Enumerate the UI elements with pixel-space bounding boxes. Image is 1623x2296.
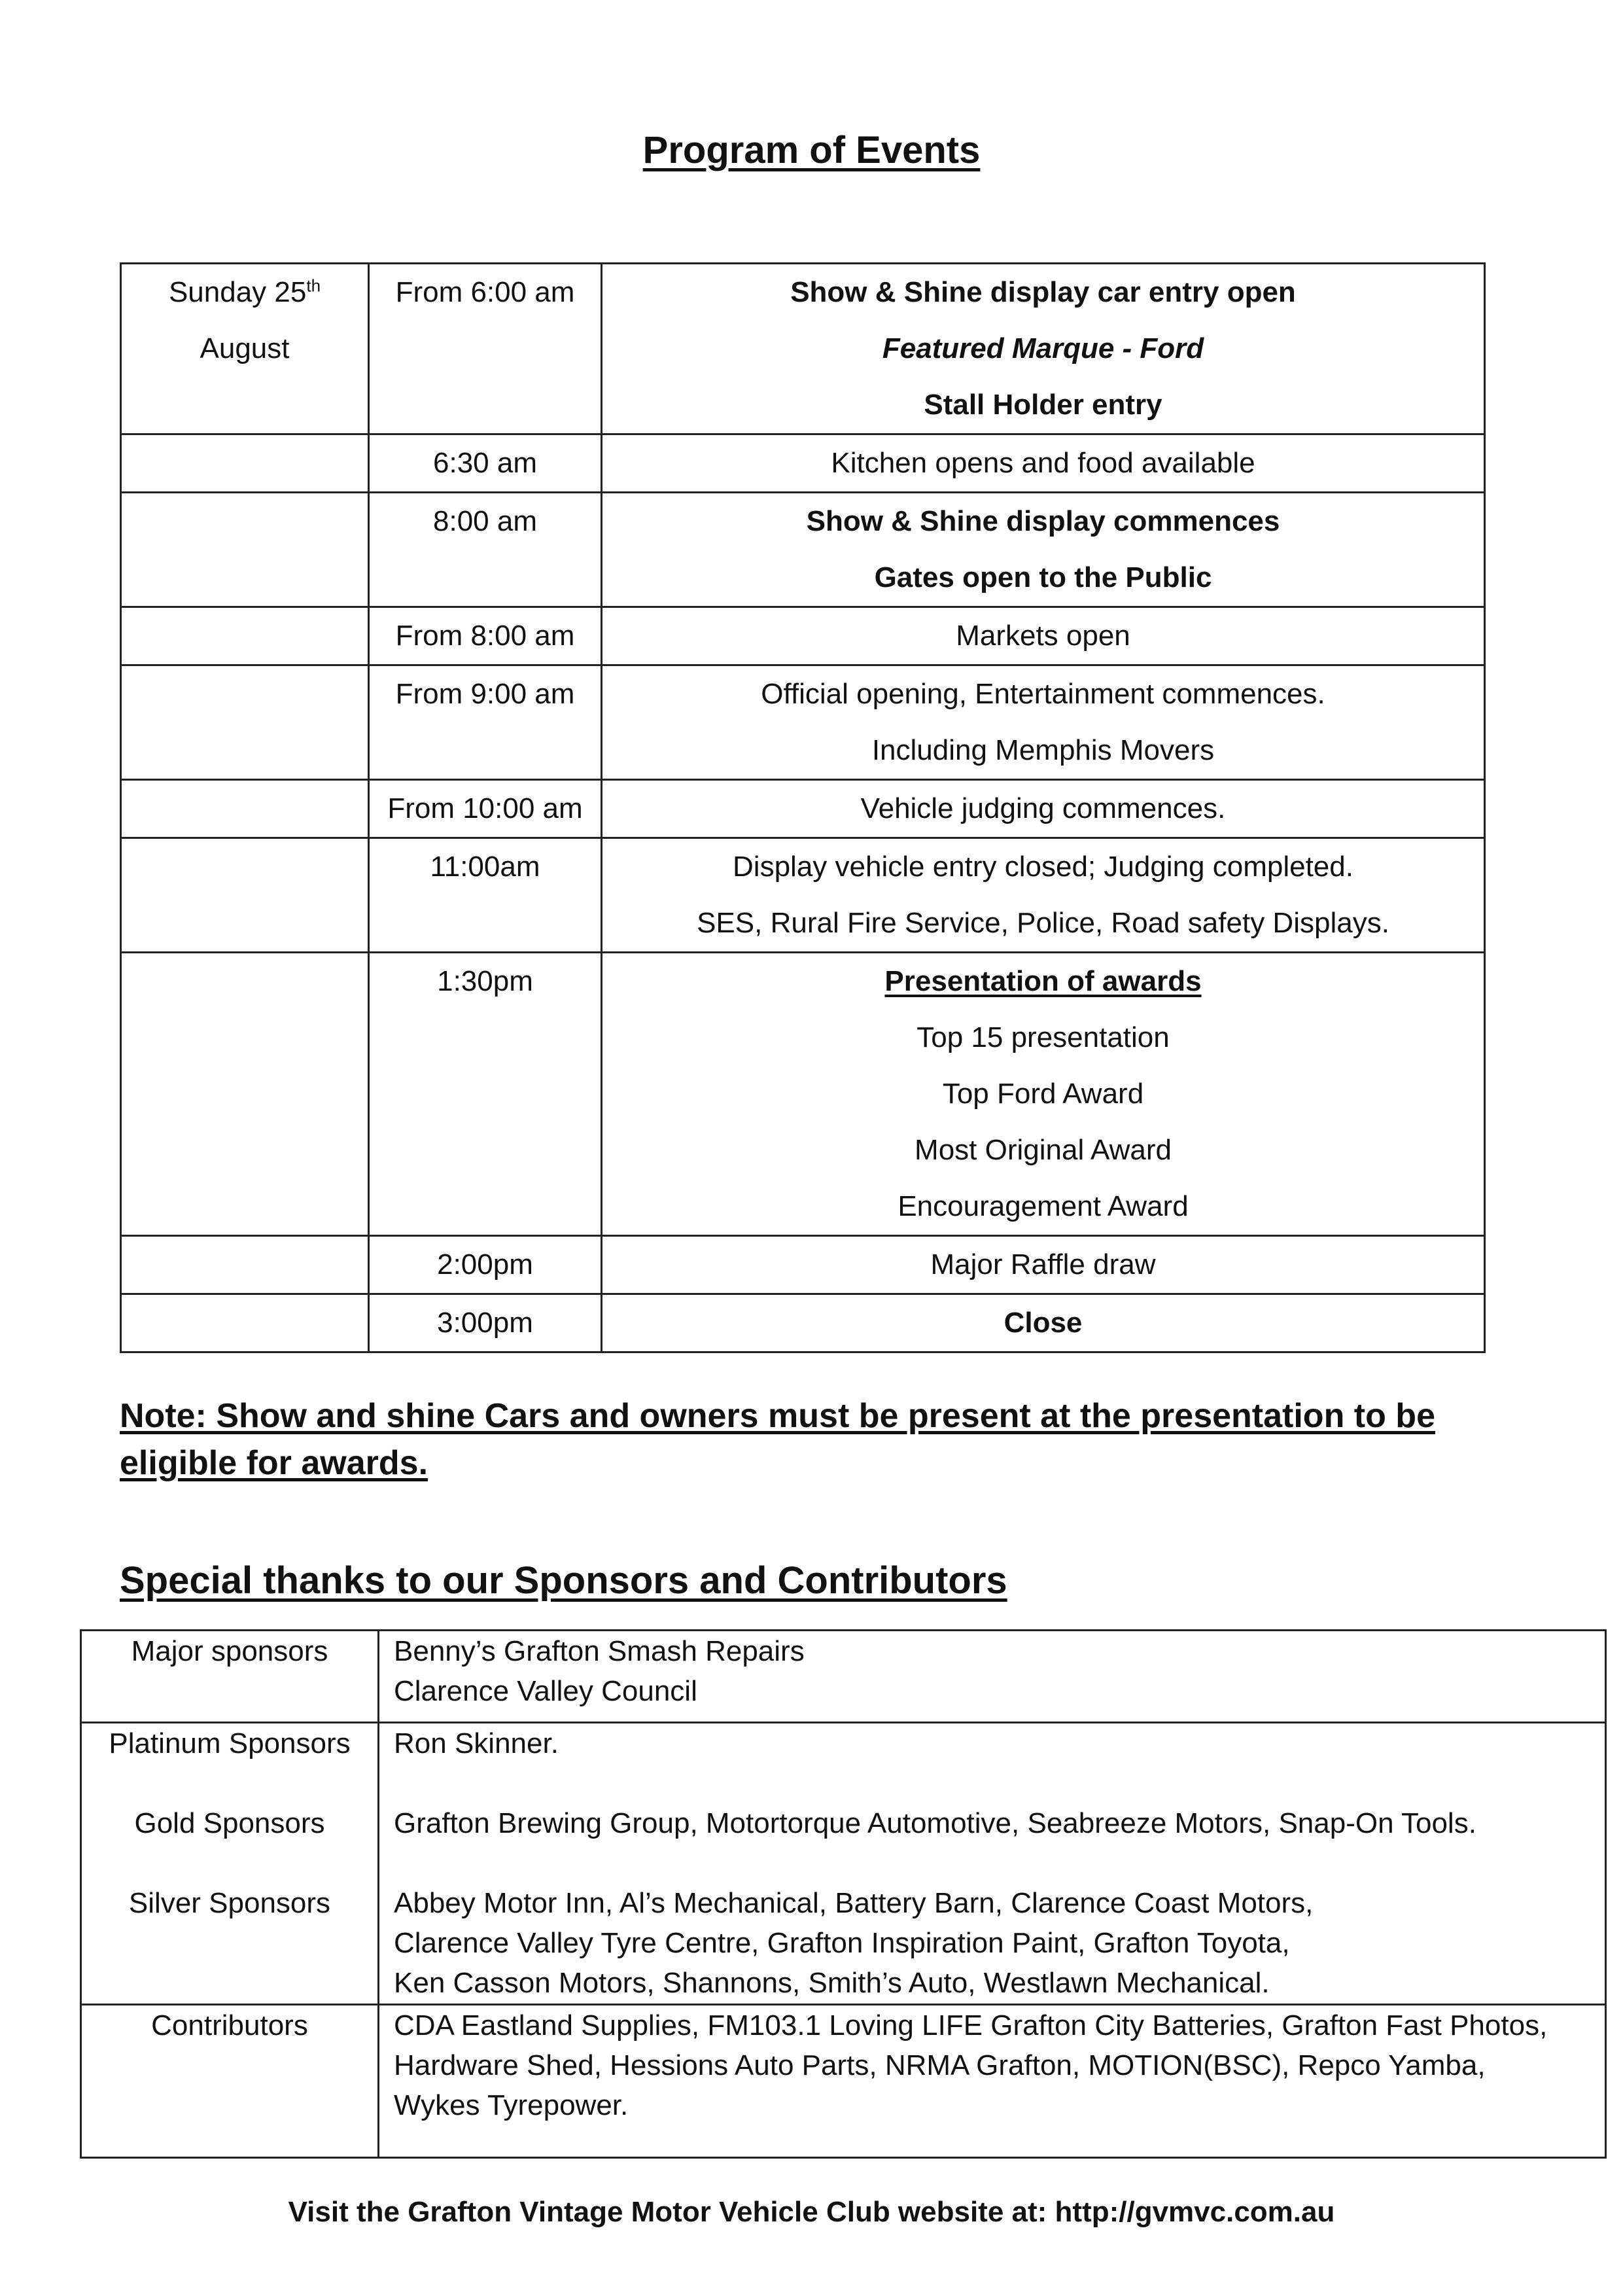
event-description [602, 838, 1485, 953]
event-time [369, 1236, 602, 1294]
event-description [602, 607, 1485, 665]
event-description-text: SES, Rural Fire Service, Police, Road safety Displays. [697, 907, 1389, 939]
event-description-line [602, 550, 1484, 606]
event-row [121, 953, 1485, 1236]
event-description-text: Gates open to the Public [874, 561, 1212, 593]
event-description-text: Including Memphis Movers [871, 734, 1215, 766]
event-description-line [602, 435, 1484, 491]
sponsor-category-label: Silver Sponsors [128, 1887, 331, 1919]
event-day-suffix: th [306, 275, 321, 296]
event-description-text: Kitchen opens and food available [831, 447, 1255, 479]
sponsor-category [81, 1631, 379, 1723]
event-time [369, 953, 602, 1236]
sponsor-names [379, 1723, 1606, 2005]
event-time [369, 780, 602, 838]
event-description-line [602, 1295, 1484, 1351]
event-description-line [602, 1237, 1484, 1293]
event-description-line [602, 666, 1484, 722]
event-row [121, 1236, 1485, 1294]
event-month: August [200, 332, 290, 364]
event-description-text: Display vehicle entry closed; Judging completed. [733, 851, 1353, 883]
sponsor-name-line: Ron Skinner. [394, 1727, 559, 1759]
event-time-text: 3:00pm [437, 1307, 533, 1339]
event-description-text: Presentation of awards [884, 965, 1202, 997]
sponsor-category-label: Platinum Sponsors [109, 1727, 351, 1759]
event-description-line [602, 1066, 1484, 1122]
event-description-text: Top 15 presentation [916, 1021, 1170, 1053]
event-description-line [602, 839, 1484, 895]
event-day-text: Sunday 25 [168, 276, 307, 308]
event-time [369, 607, 602, 665]
event-description-line [602, 1178, 1484, 1235]
event-time [369, 838, 602, 953]
event-description-text: Vehicle judging commences. [860, 792, 1226, 824]
sponsor-row-tiers [81, 1723, 1606, 2005]
event-description [602, 493, 1485, 607]
sponsor-row-contributors [81, 2005, 1606, 2158]
event-time-text: 11:00am [430, 851, 540, 883]
sponsor-name-line: Abbey Motor Inn, Al’s Mechanical, Battery Barn, Clarence Coast Motors, [394, 1887, 1314, 1919]
event-description-text: Encouragement Award [898, 1190, 1189, 1222]
event-description-text: Most Original Award [915, 1134, 1172, 1166]
event-time [369, 1294, 602, 1352]
sponsor-category-label: Contributors [151, 2009, 308, 2041]
event-time [369, 665, 602, 780]
event-description-line [602, 1010, 1484, 1066]
event-time [369, 434, 602, 493]
event-description-line [602, 895, 1484, 951]
sponsor-category [81, 1723, 379, 2005]
event-row [121, 434, 1485, 493]
event-row [121, 493, 1485, 607]
sponsor-name-line: Ken Casson Motors, Shannons, Smith’s Auto, Westlawn Mechanical. [394, 1967, 1270, 1999]
sponsors-heading: Special thanks to our Sponsors and Contributors [120, 1559, 1007, 1602]
sponsor-name-line: Grafton Brewing Group, Motortorque Automotive, Seabreeze Motors, Snap-On Tools. [394, 1807, 1476, 1839]
event-day-cell [121, 607, 369, 665]
event-description-text: Stall Holder entry [924, 389, 1162, 421]
event-description [602, 953, 1485, 1236]
event-description [602, 780, 1485, 838]
event-description-line [602, 1122, 1484, 1178]
page-title: Program of Events [642, 129, 981, 171]
event-row [121, 264, 1485, 434]
sponsor-name-line: Benny’s Grafton Smash Repairs [394, 1635, 805, 1667]
event-description-line [602, 781, 1484, 837]
event-description-text: Show & Shine display commences [806, 505, 1280, 537]
event-description-text: Close [1003, 1307, 1083, 1339]
event-day [122, 264, 368, 321]
sponsor-name-line: Clarence Valley Council [394, 1675, 697, 1707]
event-time-text: 6:30 am [433, 447, 537, 479]
event-row [121, 1294, 1485, 1352]
event-description [602, 1236, 1485, 1294]
event-time-text: 2:00pm [437, 1248, 533, 1280]
event-description-line [602, 321, 1484, 377]
event-description-text: Markets open [956, 620, 1130, 652]
sponsor-category [81, 2005, 379, 2158]
event-description [602, 434, 1485, 493]
event-time-text: 1:30pm [437, 965, 533, 997]
event-day-cell [121, 1236, 369, 1294]
event-time-text: 8:00 am [433, 505, 537, 537]
events-table [120, 262, 1486, 1353]
event-day-cell [121, 838, 369, 953]
event-day-cell [121, 953, 369, 1236]
event-time-text: From 8:00 am [395, 620, 575, 652]
sponsor-name-line: Wykes Tyrepower. [394, 2089, 629, 2121]
event-time [369, 493, 602, 607]
event-time-text: From 10:00 am [387, 792, 583, 824]
event-day-cell [121, 1294, 369, 1352]
event-day-cell [121, 434, 369, 493]
sponsor-category-label: Gold Sponsors [134, 1807, 325, 1839]
eligibility-note: Note: Show and shine Cars and owners must be present at the presentation to be eligible for awards. [120, 1397, 1435, 1482]
event-description-line [602, 377, 1484, 433]
event-row [121, 607, 1485, 665]
event-time-text: From 6:00 am [395, 276, 575, 308]
event-time [369, 264, 602, 434]
event-description-line [602, 722, 1484, 779]
event-description-text: Top Ford Award [942, 1078, 1144, 1110]
sponsor-name-line: CDA Eastland Supplies, FM103.1 Loving LIFE Grafton City Batteries, Grafton Fast Photos, [394, 2009, 1548, 2041]
sponsor-category-label: Major sponsors [131, 1635, 328, 1667]
event-description [602, 1294, 1485, 1352]
sponsor-row-major [81, 1631, 1606, 1723]
event-description-text: Featured Marque - Ford [882, 332, 1204, 364]
event-row [121, 665, 1485, 780]
event-time-text: From 9:00 am [395, 678, 575, 710]
event-day-cell [121, 665, 369, 780]
sponsor-names [379, 2005, 1606, 2158]
event-row [121, 838, 1485, 953]
event-description-line [602, 493, 1484, 550]
sponsor-name-line: Clarence Valley Tyre Centre, Grafton Inspiration Paint, Grafton Toyota, [394, 1927, 1290, 1959]
website-footer: Visit the Grafton Vintage Motor Vehicle Club website at: http://gvmvc.com.au [288, 2196, 1335, 2228]
event-description [602, 264, 1485, 434]
sponsors-table [80, 1629, 1607, 2159]
event-description-line [602, 608, 1484, 664]
event-description-text: Official opening, Entertainment commences. [761, 678, 1325, 710]
event-day-cell [121, 264, 369, 434]
event-day-cell [121, 493, 369, 607]
event-description-text: Major Raffle draw [930, 1248, 1156, 1280]
sponsor-name-line: Hardware Shed, Hessions Auto Parts, NRMA Grafton, MOTION(BSC), Repco Yamba, [394, 2049, 1486, 2081]
event-description-line [602, 953, 1484, 1010]
sponsor-names [379, 1631, 1606, 1723]
event-description-text: Show & Shine display car entry open [790, 276, 1296, 308]
event-day-cell [121, 780, 369, 838]
event-row [121, 780, 1485, 838]
event-description [602, 665, 1485, 780]
event-description-line [602, 264, 1484, 321]
